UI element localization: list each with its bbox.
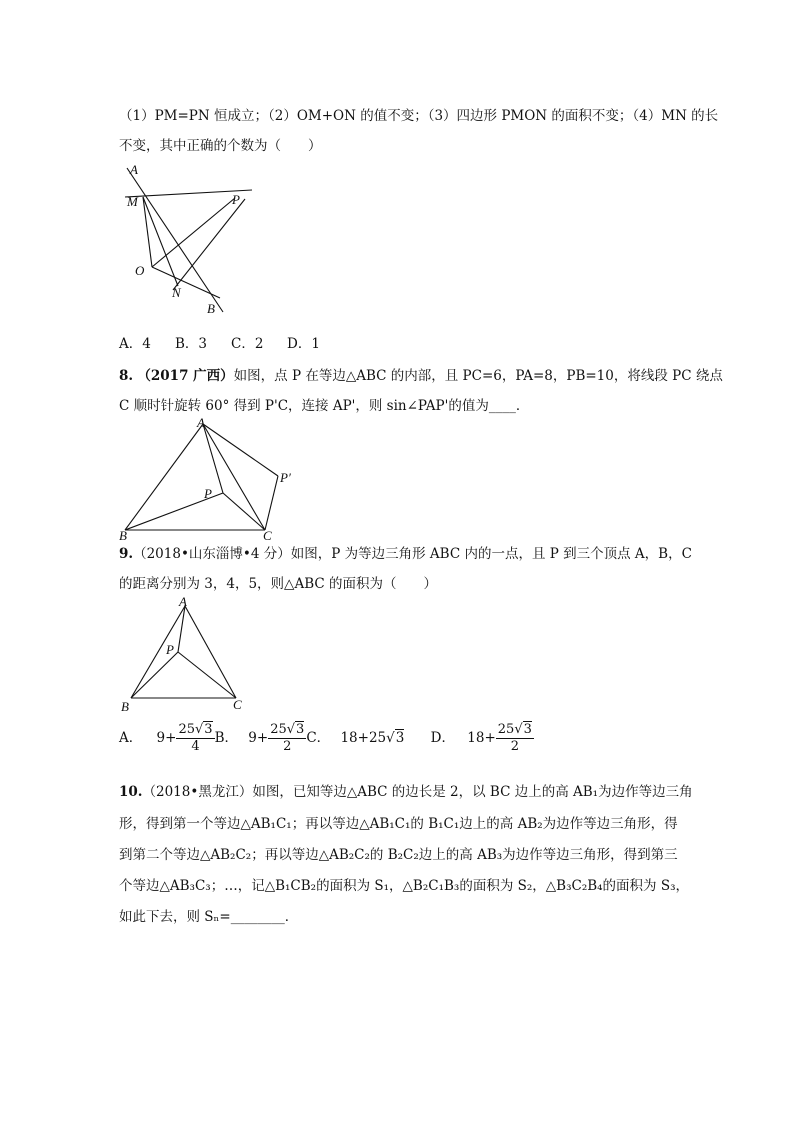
q9-choice-a-rad: 3 <box>204 722 213 737</box>
q9-choice-c-label: C． <box>306 730 331 746</box>
q8-text-line-1 <box>119 364 723 384</box>
q9-choice-b-coef: 25 <box>270 722 287 737</box>
q8-seg-pc <box>223 493 265 530</box>
q10-stem: 如图，已知等边△ABC 的边长是 2，以 BC 边上的高 AB₁为边作等边三角 <box>252 784 693 800</box>
q9-choice-a-fraction: $\frac{25√3}{4}$ <box>178 722 213 754</box>
q8-source: （2017 广西） <box>137 368 234 384</box>
q9-choice-b-rad: 3 <box>296 722 305 737</box>
q9-choice-b-den: 2 <box>283 739 292 754</box>
q9-choice-d-coef: 25 <box>497 722 515 737</box>
q9-label-a: A <box>179 594 187 609</box>
q9-choice-b-int: 9+ <box>248 730 269 746</box>
q9-choice-c-rad: 3 <box>395 730 405 746</box>
q9-choice-d-int: 18+ <box>467 730 496 746</box>
q8-side-ab <box>125 424 203 530</box>
q9-choice-d-fraction: $\frac{25√3}{2}$ <box>497 722 532 754</box>
q10-number: 10. <box>119 784 143 800</box>
q7-choices <box>119 332 320 352</box>
q7-line-np <box>173 199 245 290</box>
q9-side-ab <box>131 606 185 698</box>
q7-label-n: N <box>172 285 181 300</box>
q8-label-c: C <box>263 528 272 541</box>
q9-choice-d-den: 2 <box>510 739 519 754</box>
q9-text-line-1 <box>119 542 692 562</box>
q7-label-p: P <box>232 192 240 207</box>
q9-choice-b-label: B． <box>214 730 238 746</box>
q10-text-line-4: 个等边△AB₃C₃；…，记△B₁CB₂的面积为 S₁，△B₂C₁B₃的面积为 S₂，△B₃C₂B₄的面积为 S₃， <box>119 878 690 894</box>
q9-choice-d-label: D． <box>430 730 455 746</box>
q9-choices: A． 9+ $\frac{25√3}{4}$ B． 9+ $\frac{25√3}{2}$ C． 18+25√3 D． 18+ $\frac{25√3}{2}$ <box>119 722 532 754</box>
q7-label-m: M <box>127 194 138 209</box>
q9-seg-cp <box>178 652 236 698</box>
q8-figure <box>115 416 300 541</box>
q9-figure <box>115 594 255 716</box>
q9-label-p: P <box>166 642 174 657</box>
q9-choice-b-fraction: $\frac{25√3}{2}$ <box>270 722 305 754</box>
q7-label-b: B <box>207 301 215 316</box>
q9-text-line-2: 的距离分别为 3，4，5，则△ABC 的面积为（ ） <box>119 576 437 592</box>
q7-choice-a: A．4 <box>119 336 151 352</box>
q8-label-a: A <box>197 416 205 430</box>
q7-choice-c: C．2 <box>231 336 264 352</box>
q8-seg-ppc <box>265 476 278 530</box>
q9-choice-d-rad: 3 <box>523 722 532 737</box>
q7-figure <box>115 160 260 320</box>
q9-choice-a-int: 9+ <box>156 730 177 746</box>
q7-label-o: O <box>135 263 145 278</box>
q9-number: 9. <box>119 546 134 562</box>
q9-label-b: B <box>121 699 129 714</box>
q9-source: （2018•山东淄博•4 分） <box>133 546 291 562</box>
q9-side-ac <box>185 606 236 698</box>
q10-text-line-2: 形，得到第一个等边△AB₁C₁；再以等边△AB₁C₁的 B₁C₁边上的高 AB₂为边作等边三角形，得 <box>119 816 678 832</box>
q7-line-op <box>152 198 235 267</box>
q7-label-a: A <box>130 162 138 177</box>
q8-seg-app <box>203 424 278 476</box>
q10-text-line-3: 到第二个等边△AB₂C₂；再以等边△AB₂C₂的 B₂C₂边上的高 AB₃为边作等边三角形，得到第三 <box>119 847 678 863</box>
q10-text-line-1 <box>119 780 693 800</box>
q8-label-p: P <box>204 486 212 501</box>
q9-choice-a-den: 4 <box>191 739 200 754</box>
q10-text-line-5: 如此下去，则 Sₙ=________． <box>119 909 299 925</box>
q8-stem: 如图，点 P 在等边△ABC 的内部，且 PC=6，PA=8，PB=10，将线段 PC 绕点 <box>233 368 723 384</box>
q9-label-c: C <box>233 697 242 712</box>
q7-choice-d: D．1 <box>287 336 320 352</box>
q9-stem: 如图，P 为等边三角形 ABC 内的一点，且 P 到三个顶点 A，B，C <box>290 546 692 562</box>
q7-text-line-2: 不变，其中正确的个数为（ ） <box>119 138 322 154</box>
q7-line-ob <box>152 267 220 298</box>
q8-side-ac <box>203 424 265 530</box>
q10-source: （2018•黑龙江） <box>142 784 253 800</box>
q7-text-line-1: （1）PM=PN 恒成立；（2）OM+ON 的值不变；（3）四边形 PMON 的面积不变；（4）MN 的长 <box>119 108 719 124</box>
q8-label-b: B <box>119 528 127 541</box>
q9-choice-c-value: 18+25 <box>340 730 387 746</box>
q7-choice-b: B．3 <box>175 336 208 352</box>
q9-choice-a-coef: 25 <box>178 722 195 737</box>
q8-label-p-prime: P′ <box>280 470 291 485</box>
q9-choice-a-label: A． <box>119 730 143 746</box>
q8-text-line-2: C 顺时针旋转 60° 得到 P'C，连接 AP'，则 sin∠PAP'的值为____． <box>119 398 530 414</box>
q8-seg-ap <box>203 424 223 493</box>
q8-number: 8. <box>119 368 134 384</box>
